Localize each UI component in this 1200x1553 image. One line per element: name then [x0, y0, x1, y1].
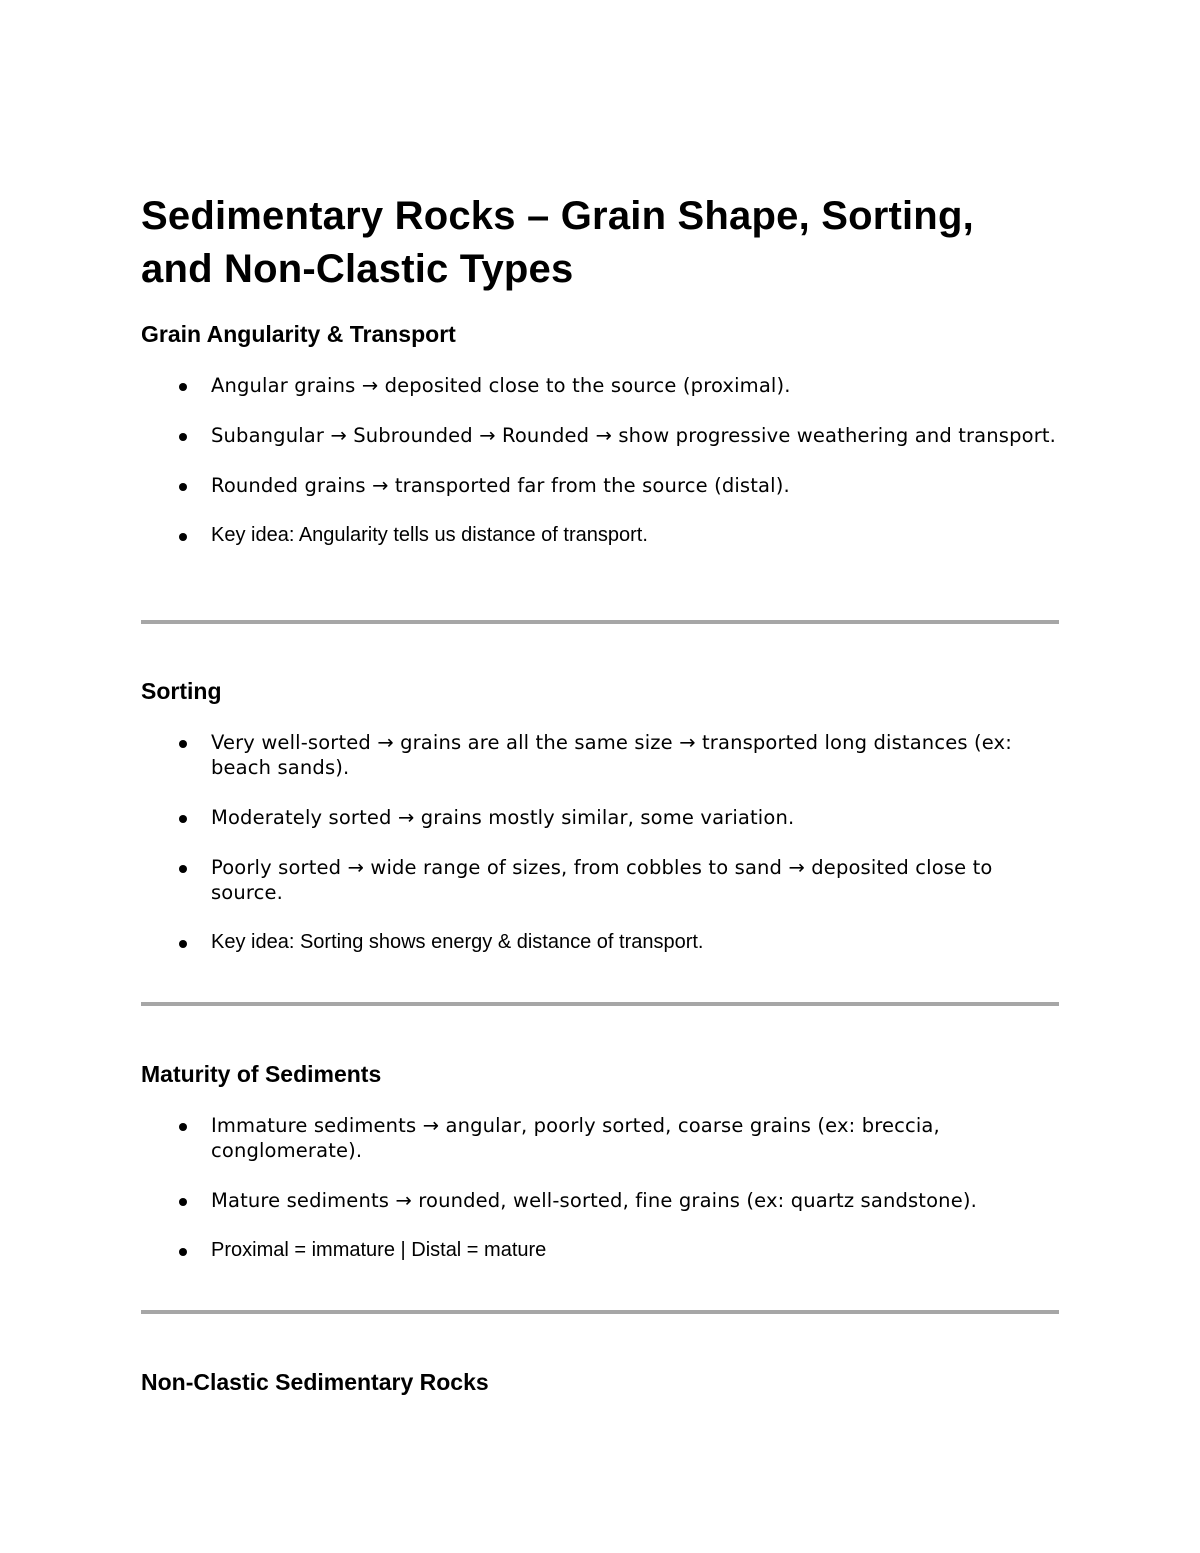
list-item-text: Moderately sorted → grains mostly similar, some variation. — [211, 806, 795, 829]
list-item — [141, 1113, 1061, 1163]
list-item-text: Angular grains → deposited close to the source (proximal). — [211, 374, 791, 397]
bullet-icon — [179, 940, 187, 948]
grain-angularity-list — [141, 373, 1061, 548]
section-heading-sorting: Sorting — [141, 678, 222, 704]
bullet-icon — [179, 740, 187, 748]
key-idea-text: Key idea: Sorting shows energy & distance of transport. — [211, 931, 704, 953]
list-item — [141, 1238, 1061, 1263]
list-item — [141, 855, 1061, 905]
list-item — [141, 1188, 1061, 1213]
list-item-text: Poorly sorted → wide range of sizes, from cobbles to sand → deposited close to source. — [211, 856, 993, 904]
list-item — [141, 523, 1061, 548]
list-item-text: Subangular → Subrounded → Rounded → show progressive weathering and transport. — [211, 424, 1057, 447]
key-idea-text: Proximal = immature | Distal = mature — [211, 1239, 547, 1261]
bullet-icon — [179, 383, 187, 391]
list-item — [141, 730, 1061, 780]
bullet-icon — [179, 1198, 187, 1206]
bullet-icon — [179, 533, 187, 541]
section-heading-non-clastic: Non-Clastic Sedimentary Rocks — [141, 1369, 489, 1395]
section-heading-grain-angularity: Grain Angularity & Transport — [141, 321, 456, 347]
list-item — [141, 805, 1061, 830]
maturity-list — [141, 1113, 1061, 1263]
section-heading-maturity: Maturity of Sediments — [141, 1061, 382, 1087]
list-item-text: Rounded grains → transported far from the source (distal). — [211, 474, 790, 497]
list-item — [141, 473, 1061, 498]
list-item-text: Mature sediments → rounded, well-sorted, fine grains (ex: quartz sandstone). — [211, 1189, 977, 1212]
list-item — [141, 423, 1061, 448]
key-idea-text: Key idea: Angularity tells us distance of transport. — [211, 524, 648, 546]
bullet-icon — [179, 433, 187, 441]
section-divider — [141, 1310, 1059, 1314]
list-item — [141, 373, 1061, 398]
list-item-text: Very well-sorted → grains are all the same size → transported long distances (ex: beach sands). — [211, 731, 1012, 779]
page-title: Sedimentary Rocks – Grain Shape, Sorting, and Non-Clastic Types — [141, 194, 974, 291]
section-divider — [141, 1002, 1059, 1006]
sorting-list — [141, 730, 1061, 955]
bullet-icon — [179, 483, 187, 491]
bullet-icon — [179, 1123, 187, 1131]
bullet-icon — [179, 1248, 187, 1256]
list-item-text: Immature sediments → angular, poorly sorted, coarse grains (ex: breccia, conglomerate). — [211, 1114, 940, 1162]
section-divider — [141, 620, 1059, 624]
bullet-icon — [179, 865, 187, 873]
bullet-icon — [179, 815, 187, 823]
list-item — [141, 930, 1061, 955]
